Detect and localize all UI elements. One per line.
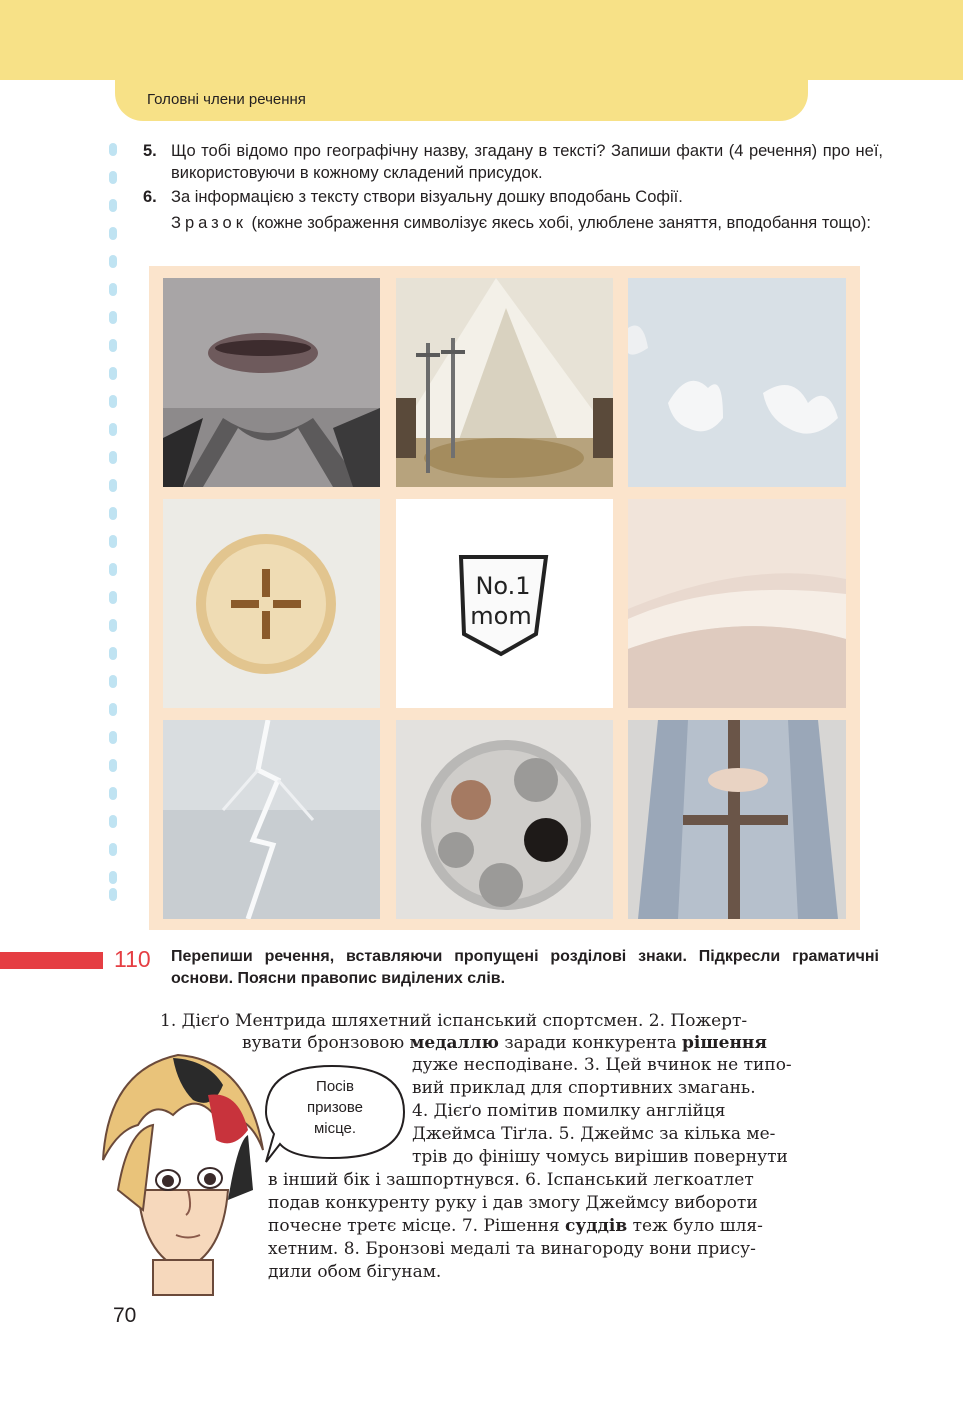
exercise-line-5: 4. Дієґо помітив помилку англійця (412, 1101, 726, 1121)
exercise-number: 110 (114, 946, 151, 972)
bold-word-suddiv: суддів (565, 1216, 628, 1236)
photo-no1-mom-badge (396, 499, 613, 708)
speech-bubble-text: Посів призове місце. (306, 1078, 364, 1137)
sample-text: (кожне зображення символізує якесь хобі, улюблене заняття, вподобання тощо): (246, 214, 872, 232)
task-number: 5. (143, 142, 157, 160)
exercise-instruction: Перепиши речення, вставляючи пропущені розділові знаки. Підкресли граматичні основи. Поясни правопис виділених слів. (171, 948, 879, 987)
sample-label: Зразок (171, 214, 247, 232)
exercise-line-7: трів до фінішу чомусь вирішив повернути (412, 1147, 788, 1167)
exercise-marker-bar (0, 952, 103, 969)
section-title: Головні члени речення (147, 91, 306, 108)
task-text: За інформацією з тексту створи візуальну дошку вподобань Софії. (171, 188, 683, 206)
bold-word-rishennia: рішення (682, 1033, 767, 1053)
task-number: 6. (143, 188, 157, 206)
exercise-line-11: хетним. 8. Бронзові медалі та винагороду вони прису- (268, 1239, 756, 1259)
exercise-line-10: почесне третє місце. 7. Рішення суддів теж було шля- (268, 1216, 763, 1236)
exercise-line-6: Джеймса Тіґла. 5. Джеймс за кілька ме- (412, 1124, 776, 1144)
photo-white-doves (628, 278, 846, 487)
exercise-line-9: подав конкуренту руку і дав змогу Джеймсу вибороти (268, 1193, 758, 1213)
page-number: 70 (113, 1304, 137, 1327)
photo-tent-swords (396, 278, 613, 487)
task-text: Що тобі відомо про географічну назву, згадану в тексті? Запиши факти (4 речення) про неї, використовуючи в кожному складений присудок. (171, 142, 883, 182)
boy-character-illustration (98, 1040, 268, 1300)
photo-pie (163, 499, 380, 708)
moodboard (149, 266, 860, 930)
exercise-line-4: вий приклад для спортивних змагань. (412, 1078, 756, 1098)
sample-note (171, 212, 883, 234)
exercise-line-12: дили обом бігунам. (268, 1262, 442, 1282)
exercise-line-2: вувати бронзовою медаллю заради конкурента рішення (242, 1033, 767, 1053)
exercise-line-3: дуже несподіване. 3. Цей вчинок не типо- (412, 1055, 792, 1075)
exercise-line-1: 1. Дієґо Ментрида шляхетний іспанський спортсмен. 2. Пожерт- (160, 1011, 748, 1031)
photo-tea-set (396, 720, 613, 919)
bold-word-medalliu: медаллю (409, 1033, 499, 1053)
photo-woman-sword (628, 720, 846, 919)
photo-lips-armor (163, 278, 380, 487)
badge-line1: No.1 (475, 572, 531, 600)
exercise-line-8: в інший бік і зашпортнувся. 6. Іспанський легкоатлет (268, 1170, 754, 1190)
photo-lace-fabric (628, 499, 846, 708)
photo-lightning (163, 720, 380, 919)
badge-line2: mom (470, 602, 532, 630)
